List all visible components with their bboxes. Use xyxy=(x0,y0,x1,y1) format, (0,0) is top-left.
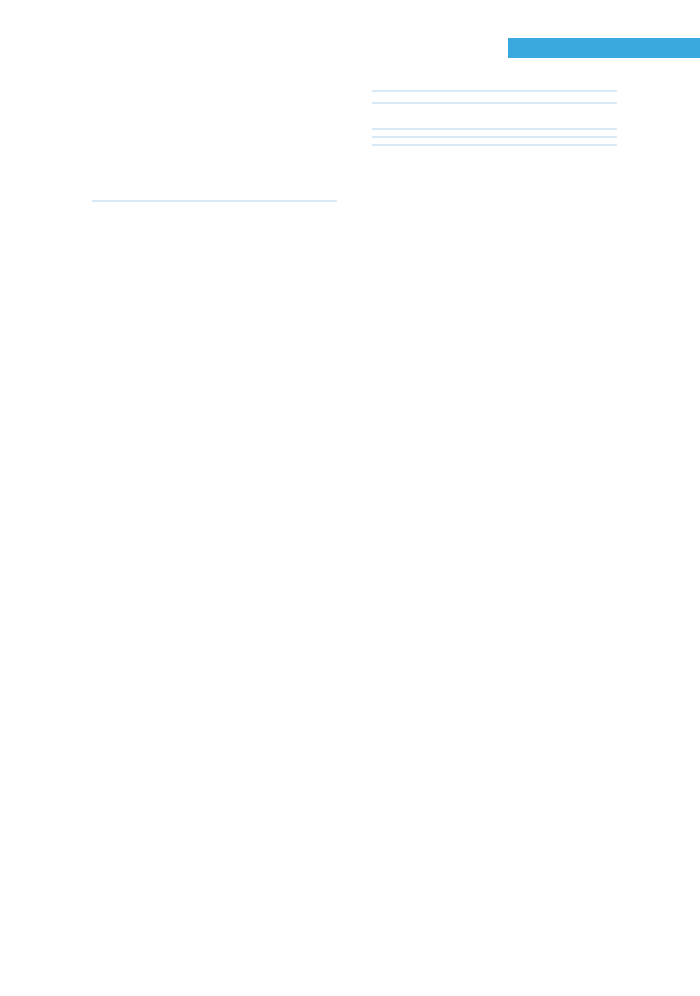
left-column xyxy=(92,90,337,206)
subhead-words-recognition xyxy=(372,90,617,92)
subhead-c-words-production xyxy=(372,128,617,130)
header-band xyxy=(508,38,700,58)
subhead-phrases xyxy=(372,102,617,104)
subhead-words-production xyxy=(92,200,337,202)
right-column xyxy=(372,90,617,150)
subhead-c-words-recognition xyxy=(372,136,617,138)
subhead-c-phrases xyxy=(372,144,617,146)
